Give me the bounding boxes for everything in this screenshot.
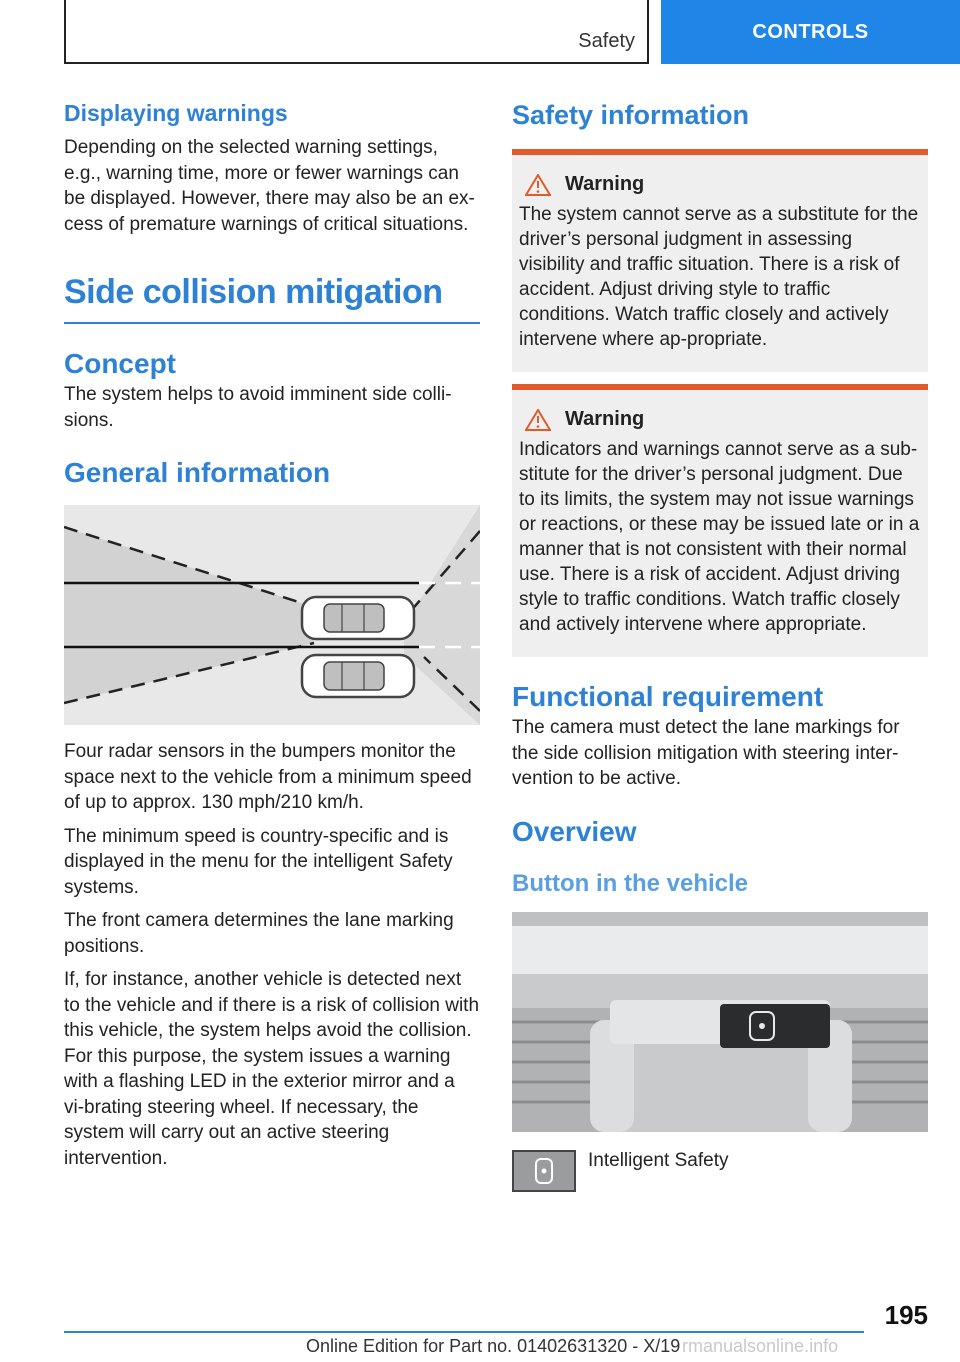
concept-heading: Concept	[64, 348, 176, 379]
page-title: Side collision mitigation	[64, 273, 480, 324]
warning-triangle-icon	[525, 409, 551, 431]
intelligent-safety-caption: Intelligent Safety	[588, 1149, 729, 1171]
radar-coverage-illustration	[64, 505, 480, 725]
body-paragraph: The front camera determines the lane marking positions.	[64, 910, 454, 957]
general-information-heading: General information	[64, 457, 331, 488]
footer-edition-text: Online Edition for Part no. 01402631320 - X/19	[306, 1336, 681, 1356]
intelligent-safety-button-icon	[720, 1004, 830, 1048]
body-paragraph: Four radar sensors in the bumpers monitor the space next to the vehicle from a minimum speed of up to approx. 130 mph/210 km/h.	[64, 741, 472, 813]
vehicle-button-photo	[512, 912, 928, 1132]
left-column	[64, 100, 480, 1171]
functional-requirement-heading: Functional requirement	[512, 681, 824, 712]
right-column	[512, 100, 928, 1192]
car-adjacent	[302, 655, 414, 697]
warning-label: Warning	[565, 408, 645, 430]
footer-watermark: rmanualsonline.info	[682, 1336, 839, 1356]
header-section-box	[64, 0, 649, 64]
body-paragraph: If, for instance, another vehicle is detected next to the vehicle and if there is a risk of collision with this vehicle, the system helps avoid the collision. For this purpose, the system issues a warning with a flashing LED in the exterior mirror and a vi-brating steering wheel. If necessary, the system will carry out an active steering intervention.	[64, 969, 480, 1169]
page-number: 195	[884, 1300, 928, 1330]
displaying-warnings-text: Depending on the selected warning settings, e.g., warning time, more or fewer warnings can be displayed. However, there may also be an ex-cess of premature warnings of critical situations.	[64, 137, 475, 235]
body-paragraph: The minimum speed is country-specific and is displayed in the menu for the intelligent Safety systems.	[64, 825, 453, 898]
displaying-warnings-heading: Displaying warnings	[64, 100, 288, 126]
intelligent-safety-icon	[512, 1150, 576, 1192]
warning-box	[512, 384, 928, 657]
header-section-label: Safety	[578, 30, 635, 52]
warning-text: Indicators and warnings cannot serve as a sub-stitute for the driver’s personal judgment. Due to its limits, the system may not issue warnings or reactions, or these may be issued late or in a manner that is not consistent with their normal use. There is a risk of accident. Adjust driving style to traffic conditions. Watch traffic closely and actively intervene where appropriate.	[519, 439, 920, 635]
warning-box	[512, 149, 928, 372]
overview-heading: Overview	[512, 815, 637, 847]
header-tab-controls[interactable]: CONTROLS	[661, 0, 960, 64]
icon-legend-row	[512, 1150, 928, 1192]
concept-text: The system helps to avoid imminent side colli-sions.	[64, 384, 452, 431]
functional-requirement-text: The camera must detect the lane markings for the side collision mitigation with steering inter-vention to be active.	[512, 717, 900, 789]
car-ego	[302, 597, 414, 639]
warning-label: Warning	[565, 173, 645, 195]
warning-triangle-icon	[525, 174, 551, 196]
button-in-vehicle-heading: Button in the vehicle	[512, 869, 749, 897]
safety-information-heading: Safety information	[512, 100, 750, 130]
footer-divider	[64, 1331, 864, 1333]
warning-text: The system cannot serve as a substitute for the driver’s personal judgment in assessing visibility and traffic situation. There is a risk of accident. Adjust driving style to traffic conditions. Watch traffic closely and actively intervene where ap-propriate.	[519, 204, 919, 350]
